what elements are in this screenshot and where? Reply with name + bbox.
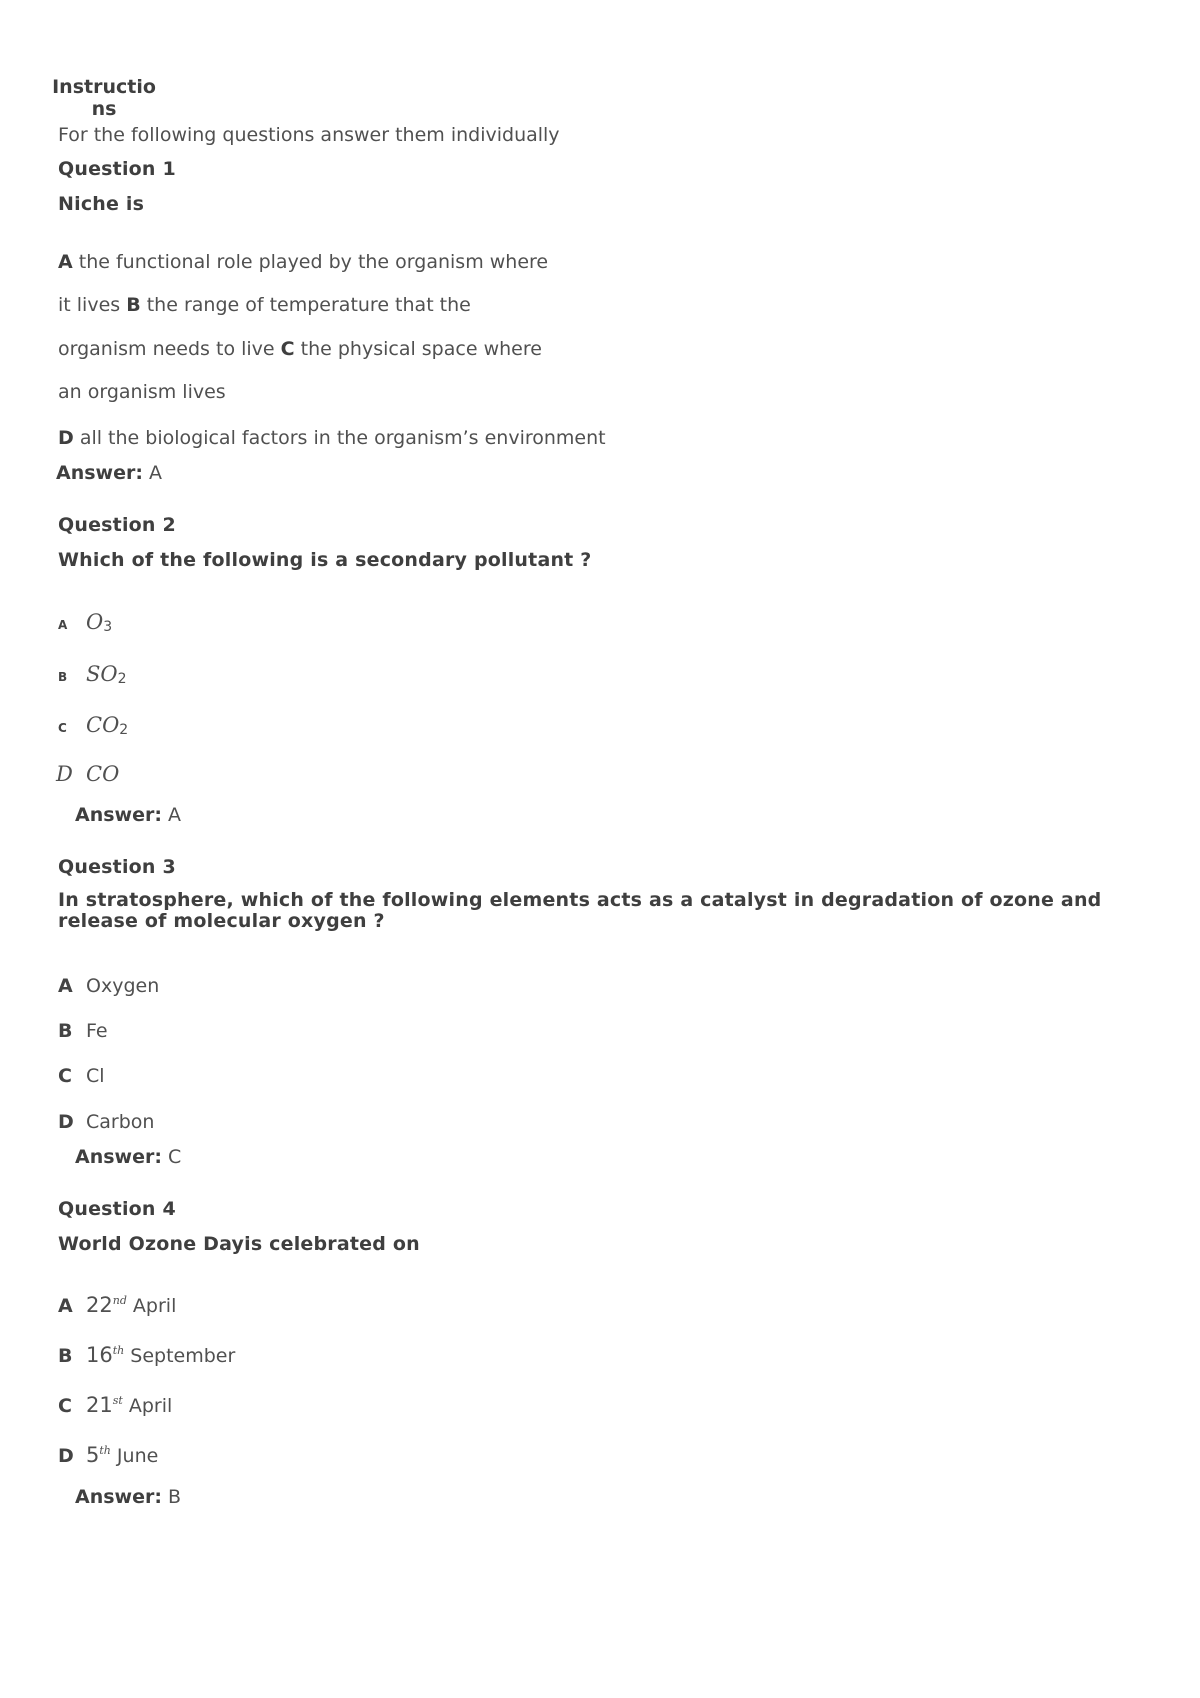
option-number: 22 — [86, 1293, 113, 1317]
option-letter: A — [58, 618, 68, 632]
option-letter: B — [58, 1020, 73, 1042]
option-formula: SO2 — [86, 662, 127, 687]
q1-option-line-5 — [58, 427, 606, 449]
q3-option-a — [58, 975, 159, 997]
q1-option-text: it lives — [58, 294, 127, 316]
option-letter: C — [58, 1065, 72, 1087]
option-formula: CO2 — [86, 713, 129, 738]
q1-option-text: all the biological factors in the organism’s environment — [73, 427, 606, 449]
question-2-label: Question 2 — [58, 514, 176, 536]
option-text: Oxygen — [86, 975, 160, 997]
option-text: Carbon — [86, 1111, 155, 1133]
answer-value: A — [168, 804, 181, 826]
option-formula: CO — [86, 762, 120, 786]
option-letter: B — [58, 670, 68, 684]
option-text: Cl — [86, 1065, 105, 1087]
option-text: June — [110, 1445, 159, 1467]
q1-option-text: the functional role played by the organism where — [72, 251, 549, 273]
option-letter: D — [58, 1111, 74, 1133]
q1-option-line-2 — [58, 294, 471, 316]
option-superscript: st — [112, 1394, 123, 1407]
option-text: April — [126, 1295, 177, 1317]
answer-label: Answer: — [56, 462, 143, 484]
instructions-text: For the following questions answer them individually — [58, 124, 560, 146]
option-letter: D — [56, 762, 73, 786]
q1-option-letter: A — [58, 251, 73, 273]
option-letter: C — [58, 721, 67, 735]
q2-option-b — [58, 662, 127, 687]
option-letter: C — [58, 1395, 72, 1417]
answer-value: B — [168, 1486, 182, 1508]
q3-option-b — [58, 1020, 108, 1042]
answer-value: C — [168, 1146, 182, 1168]
q1-option-letter: C — [280, 338, 295, 360]
question-1-answer — [56, 462, 162, 484]
question-3-label: Question 3 — [58, 856, 176, 878]
q1-option-letter: D — [58, 427, 74, 449]
q2-option-c — [58, 713, 128, 738]
q3-option-d — [58, 1111, 154, 1133]
q1-option-letter: B — [126, 294, 141, 316]
q1-option-text: organism needs to live — [58, 338, 281, 360]
option-number: 21 — [86, 1393, 113, 1417]
answer-label: Answer: — [75, 804, 162, 826]
option-superscript: th — [99, 1444, 111, 1457]
option-letter: D — [58, 1445, 74, 1467]
question-3-prompt: In stratosphere, which of the following elements acts as a catalyst in degradation of ozone and release of molecular oxygen ? — [58, 889, 1102, 932]
q1-option-line-3 — [58, 338, 542, 360]
answer-value: A — [149, 462, 162, 484]
question-2-prompt: Which of the following is a secondary pollutant ? — [58, 549, 592, 571]
question-2-answer — [75, 804, 181, 826]
option-letter: A — [58, 975, 73, 997]
q1-option-line-1 — [58, 251, 548, 273]
question-1-prompt: Niche is — [58, 193, 145, 215]
question-4-label: Question 4 — [58, 1198, 176, 1220]
option-superscript: nd — [112, 1294, 127, 1307]
question-4-answer — [75, 1486, 181, 1508]
option-letter: A — [58, 1295, 73, 1317]
answer-label: Answer: — [75, 1486, 162, 1508]
answer-label: Answer: — [75, 1146, 162, 1168]
question-1-label: Question 1 — [58, 158, 176, 180]
option-formula: O3 — [86, 610, 113, 635]
option-letter: B — [58, 1345, 73, 1367]
q2-option-a — [58, 610, 112, 635]
option-number: 5 — [86, 1443, 100, 1467]
instructions-heading: Instructions — [52, 76, 156, 120]
q1-option-text: the physical space where — [294, 338, 542, 360]
option-text: September — [124, 1345, 236, 1367]
option-number: 16 — [86, 1343, 113, 1367]
q4-option-b — [58, 1343, 235, 1367]
option-text: Fe — [86, 1020, 108, 1042]
q2-option-d — [56, 762, 119, 786]
q4-option-c — [58, 1393, 172, 1417]
question-3-answer — [75, 1146, 181, 1168]
option-text: April — [122, 1395, 173, 1417]
q4-option-d — [58, 1443, 158, 1467]
option-superscript: th — [112, 1344, 125, 1357]
q3-option-c — [58, 1065, 105, 1087]
q1-option-line-4: an organism lives — [58, 381, 226, 403]
q1-option-text: the range of temperature that the — [140, 294, 471, 316]
q4-option-a — [58, 1293, 176, 1317]
question-4-prompt: World Ozone Dayis celebrated on — [58, 1233, 420, 1255]
